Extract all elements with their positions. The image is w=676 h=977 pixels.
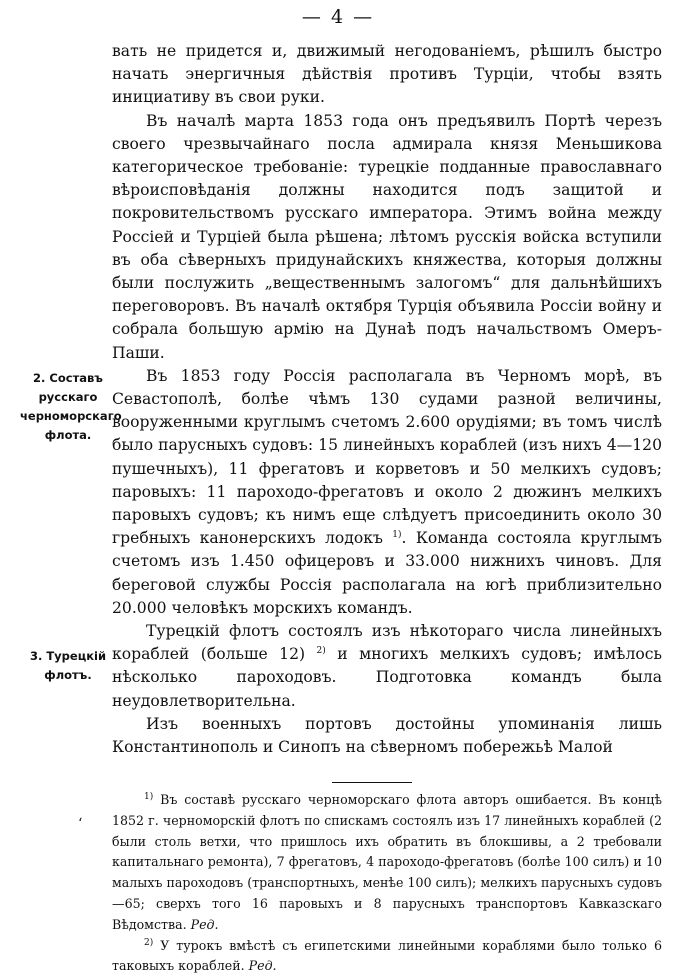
paragraph-3-text: Въ 1853 году Россія располагала въ Черномъ морѣ, въ Севастополѣ, болѣе чѣмъ 130 судами разной величины, вооруженными круглымъ счетомъ 2.600 орудіями; въ томъ числѣ было парусныхъ судовъ: 15 линейныхъ кораблей (изъ нихъ 4—120 пушечныхъ), 11 фрегатовъ и корветовъ и 50 мелкихъ судовъ; паровыхъ: 11 пароходо-фрегатовъ и около 2 дюжинъ мелкихъ паровыхъ судовъ; къ нимъ еще слѣдуетъ присоединить около 30 гребныхъ канонерскихъ лодокъ xyxy=(112,366,662,548)
paragraph-3: Въ 1853 году Россія располагала въ Черномъ морѣ, въ Севастополѣ, болѣе чѣмъ 130 судами разной величины, вооруженными круглымъ счетомъ 2.600 орудіями; въ томъ числѣ было парусныхъ судовъ: 15 линейныхъ кораблей (изъ нихъ 4—120 пушечныхъ), 11 фрегатовъ и корветовъ и 50 мелкихъ судовъ; паровыхъ: 11 пароходо-фрегатовъ и около 2 дюжинъ мелкихъ паровыхъ судовъ; къ нимъ еще слѣдуетъ присоединить около 30 гребныхъ канонерскихъ лодокъ $^{1)}$. Команда состояла круглымъ счетомъ изъ 1.450 офицеровъ и 33.000 нижнихъ чиновъ. Для береговой службы Россія располагала на югѣ приблизительно 20.000 человѣкъ морскихъ командъ. xyxy=(112,366,662,617)
footnote-2-editor: Ред. xyxy=(248,958,277,974)
footnote-1 xyxy=(112,790,662,936)
paragraph-4-text: Турецкій флотъ состоялъ изъ нѣкотораго числа линейныхъ кораблей (больше 12) xyxy=(112,622,662,664)
footnote-marker-1: 1) xyxy=(144,791,154,802)
footnote-1-editor: Ред. xyxy=(190,916,219,932)
footnote-1-text: Въ составѣ русскаго черноморскаго флота авторъ ошибается. Въ концѣ 1852 г. черноморскій флотъ по спискамъ состоялъ изъ 17 линейныхъ кораблей (2 были столь ветхи, что пришлось ихъ обратить въ блокшивы, а 2 требовали капитальнаго ремонта), 7 фрегатовъ, 4 пароходо-фрегатовъ (болѣе 100 силъ) и 10 малыхъ пароходовъ (транспортныхъ, менѣе 100 силъ); мелкихъ парусныхъ судовъ—65; сверхъ того 16 паровыхъ и 8 парусныхъ транспортовъ Кавказскаго Вѣдомства. xyxy=(112,792,662,932)
paragraph-5: Изъ военныхъ портовъ достойны упоминанія лишь Константинополь и Синопъ на сѣверномъ побережьѣ Малой xyxy=(112,714,662,757)
paragraph-2: Въ началѣ марта 1853 года онъ предъявилъ Портѣ черезъ своего чрезвычайнаго посла адмирала князя Меньшикова категорическое требованіе: турецкіе подданные православнаго вѣроисповѣданія должны находится подъ защитой и покровительствомъ русскаго императора. Этимъ война между Россіей и Турціей была рѣшена; лѣтомъ русскія войска вступили въ оба сѣверныхъ придунайскихъ княжества, которыя должны были послужить „вещественнымъ залогомъ“ для дальнѣйшихъ переговоровъ. Въ началѣ октября Турція объявила Россіи войну и собрала большую армію на Дунаѣ подъ начальствомъ Омеръ-Паши. xyxy=(112,111,662,362)
paragraph-4 xyxy=(112,620,662,713)
paragraph-3-continued: Команда состояла круглымъ счетомъ изъ 1.450 офицеровъ и 33.000 нижнихъ чиновъ. Для береговой службы Россія располагала на югѣ приблизительно 20.000 человѣкъ морскихъ командъ. xyxy=(112,529,662,617)
footnote-ref-2: 2) xyxy=(316,646,326,657)
margin-note-russian-fleet: 2. Составъ русскаго черноморскаго флота. xyxy=(20,371,122,442)
footnote-ref-1: 1) xyxy=(392,530,402,541)
paragraph-4-continued: и многихъ мелкихъ судовъ; имѣлось нѣсколько пароходовъ. Подготовка командъ была неудовлетворительна. xyxy=(112,645,662,710)
margin-note-turkish-fleet: 3. Турецкій флотъ. xyxy=(29,649,107,682)
footnote-marker-2: 2) xyxy=(144,937,154,948)
footnote-divider xyxy=(332,782,412,783)
footnotes xyxy=(112,790,662,977)
footnote-2 xyxy=(112,936,662,977)
page-number: — 4 — xyxy=(301,6,375,28)
footnote-2-text: У турокъ вмѣстѣ съ египетскими линейными кораблями было только 6 таковыхъ кораблей. xyxy=(112,937,662,974)
margin-mark: ‘ xyxy=(78,816,83,832)
main-text xyxy=(112,40,662,759)
paragraph-1: вать не придется и, движимый негодованіемъ, рѣшилъ быстро начать энергичныя дѣйствія противъ Турціи, чтобы взять инициативу въ свои руки. xyxy=(112,42,662,107)
